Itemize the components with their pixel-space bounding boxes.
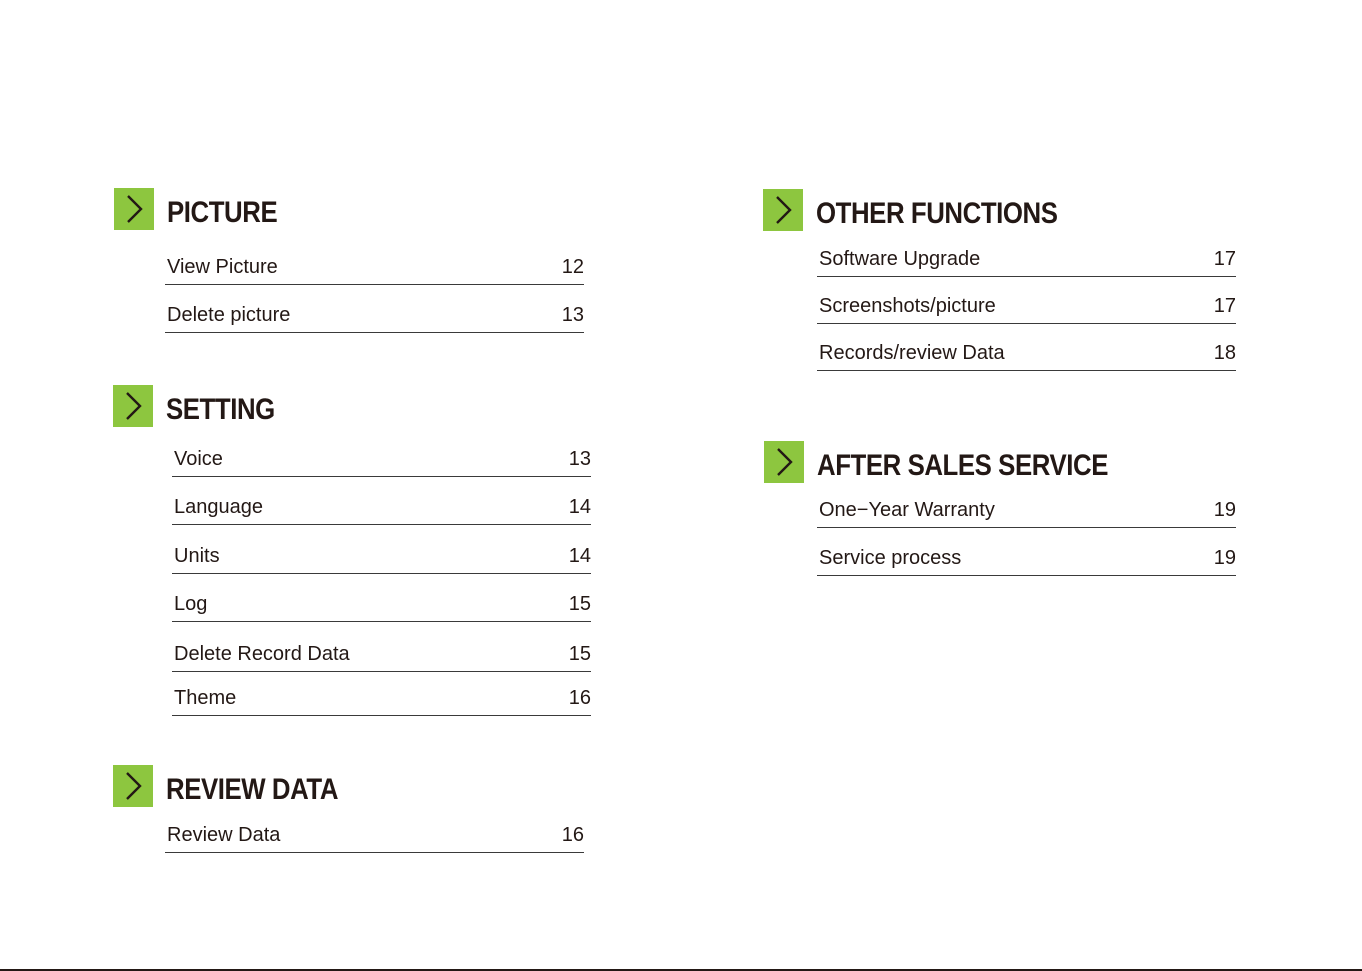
toc-entry[interactable]	[172, 683, 591, 716]
toc-entry[interactable]	[817, 338, 1236, 371]
entry-page-number: 16	[561, 824, 584, 846]
entry-label: Screenshots/picture	[819, 295, 996, 317]
entry-label: View Picture	[167, 256, 278, 278]
entry-label: Service process	[819, 547, 962, 569]
chevron-right-icon	[764, 441, 804, 483]
entry-label: Voice	[174, 448, 223, 470]
toc-entry[interactable]	[172, 639, 591, 672]
entry-page-number: 12	[561, 256, 584, 278]
toc-entry[interactable]	[165, 252, 584, 285]
entry-page-number: 16	[568, 687, 591, 709]
toc-entry[interactable]	[817, 495, 1236, 528]
entry-label: Delete picture	[167, 304, 291, 326]
toc-entry[interactable]	[817, 291, 1236, 324]
entry-page-number: 19	[1213, 547, 1236, 569]
toc-entry[interactable]	[817, 244, 1236, 277]
section-title: AFTER SALES SERVICE	[817, 449, 1108, 482]
entry-label: Units	[174, 545, 220, 567]
entry-page-number: 14	[568, 496, 591, 518]
section-title: OTHER FUNCTIONS	[816, 197, 1058, 230]
entry-page-number: 18	[1213, 342, 1236, 364]
chevron-right-icon	[763, 189, 803, 231]
entry-label: Theme	[174, 687, 237, 709]
entry-label: Delete Record Data	[174, 643, 350, 665]
chevron-right-icon	[113, 765, 153, 807]
entry-page-number: 17	[1213, 248, 1236, 270]
toc-entry[interactable]	[172, 541, 591, 574]
chevron-right-icon	[114, 188, 154, 230]
entry-label: One−Year Warranty	[819, 499, 995, 521]
section-title: REVIEW DATA	[166, 773, 339, 806]
toc-entry[interactable]	[172, 589, 591, 622]
entry-page-number: 13	[568, 448, 591, 470]
entry-page-number: 15	[568, 593, 591, 615]
toc-entry[interactable]	[172, 444, 591, 477]
toc-entry[interactable]	[165, 820, 584, 853]
toc-entry[interactable]	[165, 300, 584, 333]
entry-label: Log	[174, 593, 208, 615]
entry-label: Language	[174, 496, 263, 518]
toc-entry[interactable]	[817, 543, 1236, 576]
section-title: PICTURE	[167, 196, 278, 229]
entry-label: Review Data	[167, 824, 281, 846]
chevron-right-icon	[113, 385, 153, 427]
entry-label: Records/review Data	[819, 342, 1005, 364]
entry-page-number: 14	[568, 545, 591, 567]
section-title: SETTING	[166, 393, 275, 426]
entry-page-number: 13	[561, 304, 584, 326]
toc-entry[interactable]	[172, 492, 591, 525]
entry-page-number: 15	[568, 643, 591, 665]
entry-label: Software Upgrade	[819, 248, 981, 270]
entry-page-number: 17	[1213, 295, 1236, 317]
entry-page-number: 19	[1213, 499, 1236, 521]
